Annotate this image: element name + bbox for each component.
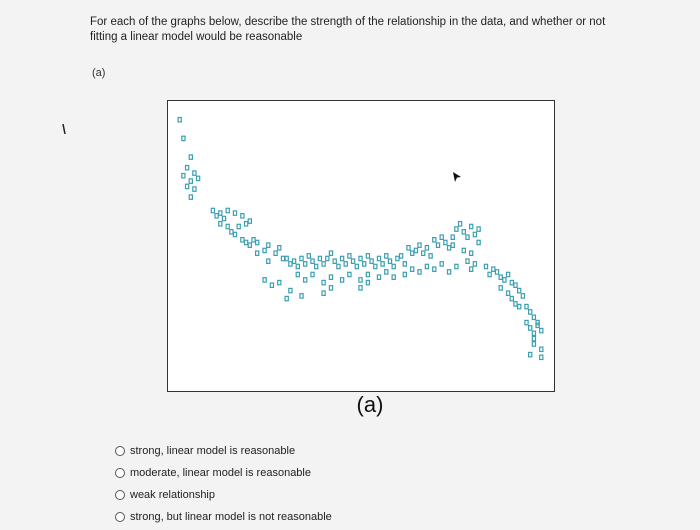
figure-caption: (a) [356, 392, 384, 417]
scatter-point [359, 256, 362, 260]
scatter-point [532, 336, 535, 340]
scatter-point [311, 272, 314, 276]
scatter-point [326, 256, 329, 260]
option-strong-nonlinear[interactable] [115, 506, 332, 528]
scatter-point [529, 352, 532, 356]
scatter-point [193, 187, 196, 191]
scatter-point [529, 310, 532, 314]
scatter-point [363, 262, 366, 266]
scatter-point [241, 238, 244, 242]
scatter-point [366, 254, 369, 258]
scatter-point [429, 254, 432, 258]
scatter-point [381, 262, 384, 266]
scatter-point [189, 179, 192, 183]
scatter-point [341, 278, 344, 282]
scatter-point [186, 166, 189, 170]
scatter-point [462, 248, 465, 252]
scatter-point [540, 355, 543, 359]
scatter-point [274, 251, 277, 255]
scatter-point [296, 264, 299, 268]
scatter-point [344, 262, 347, 266]
scatter-point [178, 118, 181, 122]
scatter-point [182, 174, 185, 178]
scatter-point [444, 240, 447, 244]
scatter-point [503, 278, 506, 282]
scatter-point [514, 283, 517, 287]
scatter-point [285, 296, 288, 300]
scatter-point [304, 278, 307, 282]
radio-button[interactable] [115, 490, 125, 500]
scatter-point [529, 326, 532, 330]
scatter-point [219, 211, 222, 215]
scatter-point [270, 283, 273, 287]
scatter-point [448, 270, 451, 274]
scatter-point [455, 264, 458, 268]
scatter-point [436, 243, 439, 247]
scatter-point [392, 264, 395, 268]
scatter-point [341, 256, 344, 260]
scatter-plot-area [168, 101, 553, 390]
scatter-point [304, 262, 307, 266]
scatter-point [263, 278, 266, 282]
scatter-point [278, 246, 281, 250]
scatter-point [285, 256, 288, 260]
scatter-point [352, 259, 355, 263]
scatter-point [385, 270, 388, 274]
scatter-point [329, 275, 332, 279]
scatter-point [219, 222, 222, 226]
part-label: (a) [92, 67, 106, 79]
scatter-point [521, 294, 524, 298]
scatter-point [433, 267, 436, 271]
answer-options [115, 440, 332, 528]
scatter-point [300, 256, 303, 260]
option-label: strong, linear model is reasonable [130, 445, 296, 457]
scatter-point [392, 275, 395, 279]
scatter-point [377, 275, 380, 279]
scatter-point [322, 280, 325, 284]
scatter-point [459, 222, 462, 226]
scatter-point [455, 227, 458, 231]
scatter-point [337, 264, 340, 268]
radio-button[interactable] [115, 512, 125, 522]
scatter-point [462, 230, 465, 234]
scatter-point [470, 251, 473, 255]
scatter-point [425, 264, 428, 268]
scatter-point [370, 259, 373, 263]
scatter-point [470, 267, 473, 271]
scatter-point [329, 251, 332, 255]
question-text: For each of the graphs below, describe the strength of the relationship in the data, and whether or not fitting a linear model would be reasonable [90, 16, 606, 43]
scatter-point [525, 320, 528, 324]
option-strong-linear[interactable] [115, 440, 332, 462]
scatter-point [296, 272, 299, 276]
scatter-point [418, 270, 421, 274]
scatter-point [189, 195, 192, 199]
scatter-point [477, 240, 480, 244]
scatter-point [525, 304, 528, 308]
scatter-point [256, 251, 259, 255]
scatter-point [241, 214, 244, 218]
scatter-point [329, 286, 332, 290]
scatter-point [215, 214, 218, 218]
scatter-point [237, 224, 240, 228]
scatter-point [407, 246, 410, 250]
scatter-point [540, 347, 543, 351]
scatter-point [510, 280, 513, 284]
scatter-point [348, 254, 351, 258]
option-label: moderate, linear model is reasonable [130, 467, 311, 479]
scatter-point [366, 272, 369, 276]
scatter-point [311, 259, 314, 263]
scatter-point [366, 280, 369, 284]
scatter-point [256, 240, 259, 244]
scatter-point [411, 251, 414, 255]
scatter-point [510, 296, 513, 300]
scatter-point [507, 272, 510, 276]
scatter-point [473, 262, 476, 266]
scatter-point [359, 278, 362, 282]
scatter-point [518, 288, 521, 292]
scatter-point [385, 254, 388, 258]
scatter-point [230, 230, 233, 234]
scatter-point [263, 248, 266, 252]
scatter-point [226, 224, 229, 228]
mouse-cursor-icon [452, 171, 462, 183]
scatter-plot [167, 100, 555, 392]
scatter-point [322, 262, 325, 266]
option-moderate-linear[interactable] [115, 462, 332, 484]
scatter-point [355, 264, 358, 268]
scatter-point [492, 267, 495, 271]
scatter-point [440, 262, 443, 266]
scatter-point [245, 222, 248, 226]
scatter-point [495, 270, 498, 274]
scatter-point [315, 264, 318, 268]
scatter-point [197, 176, 200, 180]
scatter-point [278, 280, 281, 284]
scatter-point [470, 224, 473, 228]
scatter-point [377, 256, 380, 260]
scatter-point [403, 272, 406, 276]
scatter-point [267, 243, 270, 247]
edge-mark [62, 124, 66, 134]
scatter-point [226, 208, 229, 212]
scatter-point [440, 235, 443, 239]
scatter-point [322, 291, 325, 295]
scatter-point [411, 267, 414, 271]
option-label: strong, but linear model is not reasonable [130, 511, 332, 523]
scatter-point [245, 240, 248, 244]
scatter-point [267, 259, 270, 263]
scatter-point [289, 288, 292, 292]
scatter-point [318, 256, 321, 260]
scatter-point [233, 232, 236, 236]
scatter-point [518, 304, 521, 308]
scatter-point [451, 235, 454, 239]
scatter-point [333, 259, 336, 263]
scatter-point [473, 232, 476, 236]
scatter-point [488, 272, 491, 276]
scatter-point [189, 155, 192, 159]
scatter-point [222, 216, 225, 220]
scatter-point [359, 286, 362, 290]
scatter-point [400, 254, 403, 258]
scatter-point [477, 227, 480, 231]
scatter-point [484, 264, 487, 268]
option-weak[interactable] [115, 484, 332, 506]
scatter-point [193, 171, 196, 175]
scatter-point [422, 251, 425, 255]
scatter-point [293, 259, 296, 263]
scatter-point [374, 264, 377, 268]
scatter-point [499, 286, 502, 290]
scatter-point [514, 302, 517, 306]
scatter-point [532, 342, 535, 346]
scatter-point [425, 246, 428, 250]
scatter-point [466, 235, 469, 239]
radio-button[interactable] [115, 468, 125, 478]
scatter-point [418, 243, 421, 247]
scatter-point [248, 243, 251, 247]
scatter-point [186, 184, 189, 188]
scatter-point [252, 238, 255, 242]
scatter-point [300, 294, 303, 298]
scatter-point [433, 238, 436, 242]
scatter-point [499, 275, 502, 279]
scatter-point [348, 272, 351, 276]
scatter-point [289, 262, 292, 266]
scatter-point [211, 208, 214, 212]
scatter-point [307, 254, 310, 258]
scatter-point [451, 243, 454, 247]
scatter-point [248, 219, 251, 223]
option-label: weak relationship [130, 489, 215, 501]
scatter-point [182, 136, 185, 140]
scatter-point [403, 262, 406, 266]
scatter-point [466, 259, 469, 263]
scatter-point [448, 246, 451, 250]
scatter-point [507, 291, 510, 295]
scatter-point [540, 328, 543, 332]
scatter-point [414, 248, 417, 252]
scatter-point [388, 259, 391, 263]
scatter-point [281, 256, 284, 260]
scatter-point [396, 256, 399, 260]
radio-button[interactable] [115, 446, 125, 456]
scatter-point [233, 211, 236, 215]
scatter-point [532, 315, 535, 319]
scatter-point [532, 331, 535, 335]
